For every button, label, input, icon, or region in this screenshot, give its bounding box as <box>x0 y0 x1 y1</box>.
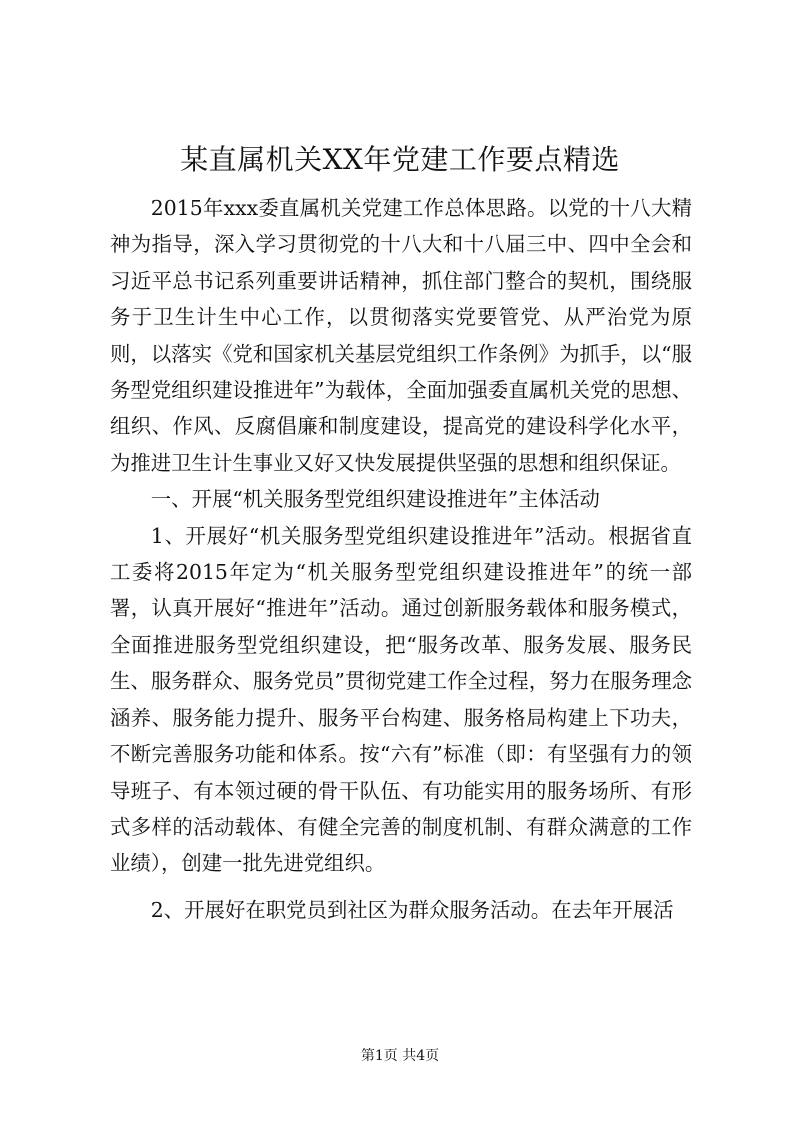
paragraph-overview: 2015年xxx委直属机关党建工作总体思路。以党的十八大精神为指导，深入学习贯彻党的十八大和十八届三中、四中全会和习近平总书记系列重要讲话精神，抓住部门整合的契机，围绕服务于卫生计生中心工作，以贯彻落实党要管党、从严治党为原则，以落实《党和国家机关基层党组织工作条例》为抓手，以“服务型党组织建设推进年”为载体，全面加强委直属机关党的思想、组织、作风、反腐倡廉和制度建设，提高党的建设科学化水平，为推进卫生计生事业又好又快发展提供坚强的思想和组织保证。 <box>110 196 692 475</box>
paragraph-item-2: 2、开展好在职党员到社区为群众服务活动。在去年开展活 <box>150 897 674 922</box>
document-body <box>110 190 692 928</box>
section-heading-1: 一、开展“机关服务型党组织建设推进年”主体活动 <box>150 487 600 512</box>
document-title: 某直属机关XX年党建工作要点精选 <box>180 143 620 176</box>
paragraph-item-1: 1、开展好“机关服务型党组织建设推进年”活动。根据省直工委将2015年定为“机关服务型党组织建设推进年”的统一部署，认真开展好“推进年”活动。通过创新服务载体和服务模式，全面推进服务型党组织建设，把“服务改革、服务发展、服务民生、服务群众、服务党员”贯彻党建工作全过程，努力在服务理念涵养、服务能力提升、服务平台构建、服务格局构建上下功夫，不断完善服务功能和体系。按“六有”标准（即：有坚强有力的领导班子、有本领过硬的骨干队伍、有功能实用的服务场所、有形式多样的活动载体、有健全完善的制度机制、有群众满意的工作业绩），创建一批先进党组织。 <box>110 523 692 876</box>
page-number-footer: 第1页 共4页 <box>360 1048 440 1064</box>
